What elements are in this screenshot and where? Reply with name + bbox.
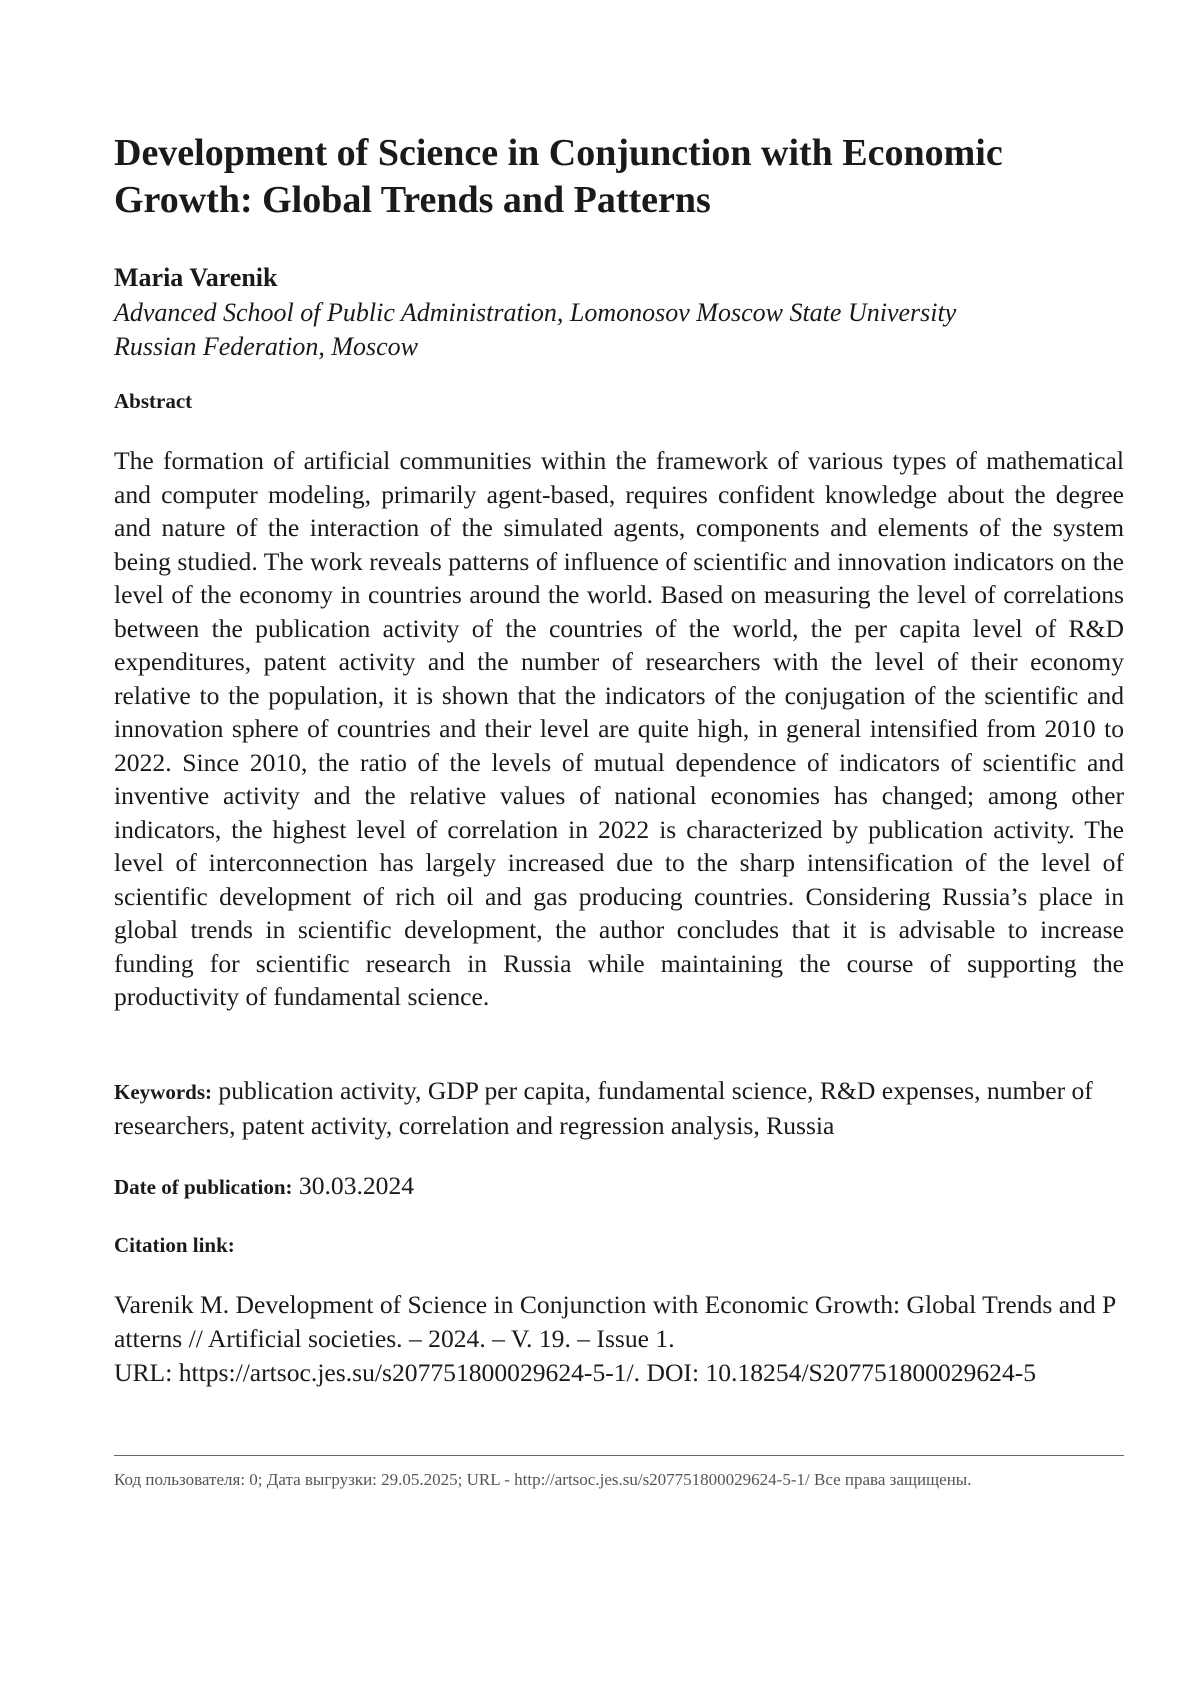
author-affiliation	[114, 296, 1124, 364]
page-footer: Код пользователя: 0; Дата выгрузки: 29.05.2025; URL - http://artsoc.jes.su/s207751800029624-5-1/ Все права защищены.	[114, 1470, 972, 1489]
keywords-text: publication activity, GDP per capita, fundamental science, R&D expenses, number of researchers, patent activity, correlation and regression analysis, Russia	[114, 1076, 1093, 1140]
publication-date-value: 30.03.2024	[292, 1171, 415, 1200]
citation-reference: Varenik M. Development of Science in Conjunction with Economic Growth: Global Trends and Patterns // Artificial societies. – 2024. – V. 19. – Issue 1.	[114, 1290, 1117, 1353]
citation-text	[114, 1288, 1124, 1390]
affiliation-institution: Advanced School of Public Administration, Lomonosov Moscow State University	[114, 298, 957, 327]
publication-date-label: Date of publication:	[114, 1175, 293, 1199]
affiliation-location: Russian Federation, Moscow	[114, 332, 419, 361]
citation-heading: Citation link:	[114, 1233, 235, 1257]
publication-date	[114, 1169, 414, 1204]
abstract-heading: Abstract	[114, 389, 193, 413]
keywords	[114, 1074, 1124, 1143]
author-name: Maria Varenik	[114, 263, 278, 292]
keywords-label: Keywords:	[114, 1080, 212, 1104]
abstract-text: The formation of artificial communities within the framework of various types of mathematical and computer modeling, primarily agent-based, requires confident knowledge about the degree and nature of the interaction of the simulated agents, components and elements of the system being studied. The work reveals patterns of influence of scientific and innovation indicators on the level of the economy in countries around the world. Based on measuring the level of correlations between the publication activity of the countries of the world, the per capita level of R&D expenditures, patent activity and the number of researchers with the level of their economy relative to the population, it is shown that the indicators of the conjugation of the scientific and innovation sphere of countries and their level are quite high, in general intensified from 2010 to 2022. Since 2010, the ratio of the levels of mutual dependence of indicators of scientific and inventive activity and the relative values of national economies has changed; among other indicators, the highest level of correlation in 2022 is characterized by publication activity. The level of interconnection has largely increased due to the sharp intensification of the level of scientific development of rich oil and gas producing countries. Considering Russia’s place in global trends in scientific development, the author concludes that it is advisable to increase funding for scientific research in Russia while maintaining the course of supporting the productivity of fundamental science.	[114, 446, 1124, 1011]
footer-divider	[114, 1455, 1124, 1456]
citation-url-doi: URL: https://artsoc.jes.su/s207751800029624-5-1/. DOI: 10.18254/S207751800029624-5	[114, 1358, 1037, 1387]
paper-title: Development of Science in Conjunction with Economic Growth: Global Trends and Patterns	[114, 132, 1003, 221]
